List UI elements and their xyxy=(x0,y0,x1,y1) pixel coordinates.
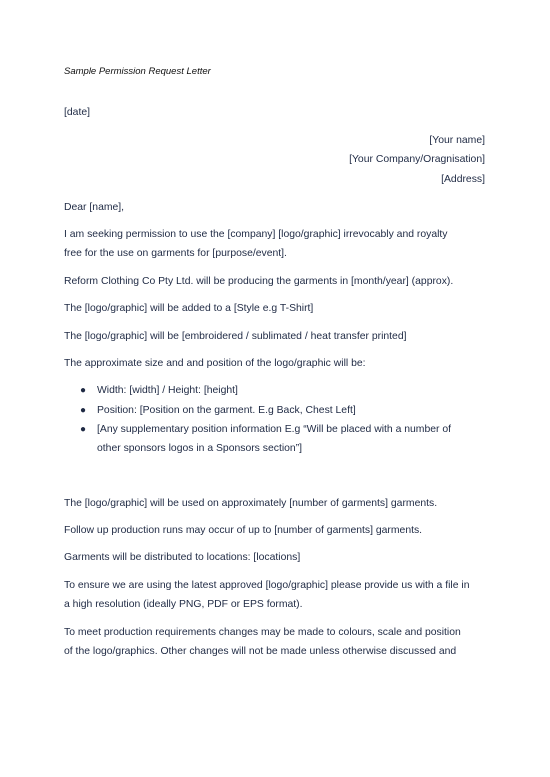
paragraph-4: The [logo/graphic] will be [embroidered / sublimated / heat transfer printed] xyxy=(64,331,407,342)
bullet-icon: ● xyxy=(80,424,87,435)
list-item-text: Position: [Position on the garment. E.g Back, Chest Left] xyxy=(97,405,356,416)
paragraph-6: The [logo/graphic] will be used on approximately [number of garments] garments. xyxy=(64,498,438,509)
paragraph-5: The approximate size and and position of the logo/graphic will be: xyxy=(64,358,366,369)
list-item-text: other sponsors logos in a Sponsors section”] xyxy=(97,443,303,454)
sender-name: [Your name] xyxy=(429,135,485,146)
bullet-icon: ● xyxy=(80,385,87,396)
salutation: Dear [name], xyxy=(64,202,125,213)
sender-company: [Your Company/Oragnisation] xyxy=(349,154,485,165)
list-item-text: Width: [width] / Height: [height] xyxy=(97,385,238,396)
paragraph-1-line-1: I am seeking permission to use the [company] [logo/graphic] irrevocably and royalty xyxy=(64,229,448,240)
paragraph-8: Garments will be distributed to locations: [locations] xyxy=(64,552,301,563)
paragraph-7: Follow up production runs may occur of up to [number of garments] garments. xyxy=(64,525,423,536)
paragraph-9-line-1: To ensure we are using the latest approved [logo/graphic] please provide us with a file in xyxy=(64,580,470,591)
paragraph-2: Reform Clothing Co Pty Ltd. will be producing the garments in [month/year] (approx). xyxy=(64,276,454,287)
paragraph-1-line-2: free for the use on garments for [purpose/event]. xyxy=(64,248,287,259)
list-item-text: [Any supplementary position information E.g “Will be placed with a number of xyxy=(97,424,452,435)
sender-address: [Address] xyxy=(441,174,485,185)
paragraph-10-line-1: To meet production requirements changes may be made to colours, scale and position xyxy=(64,627,461,638)
bullet-icon: ● xyxy=(80,405,87,416)
paragraph-10-line-2: of the logo/graphics. Other changes will not be made unless otherwise discussed and xyxy=(64,646,457,657)
document-heading: Sample Permission Request Letter xyxy=(64,66,211,77)
paragraph-3: The [logo/graphic] will be added to a [Style e.g T-Shirt] xyxy=(64,303,314,314)
paragraph-9-line-2: a high resolution (ideally PNG, PDF or EPS format). xyxy=(64,599,303,610)
date-line: [date] xyxy=(64,107,90,118)
